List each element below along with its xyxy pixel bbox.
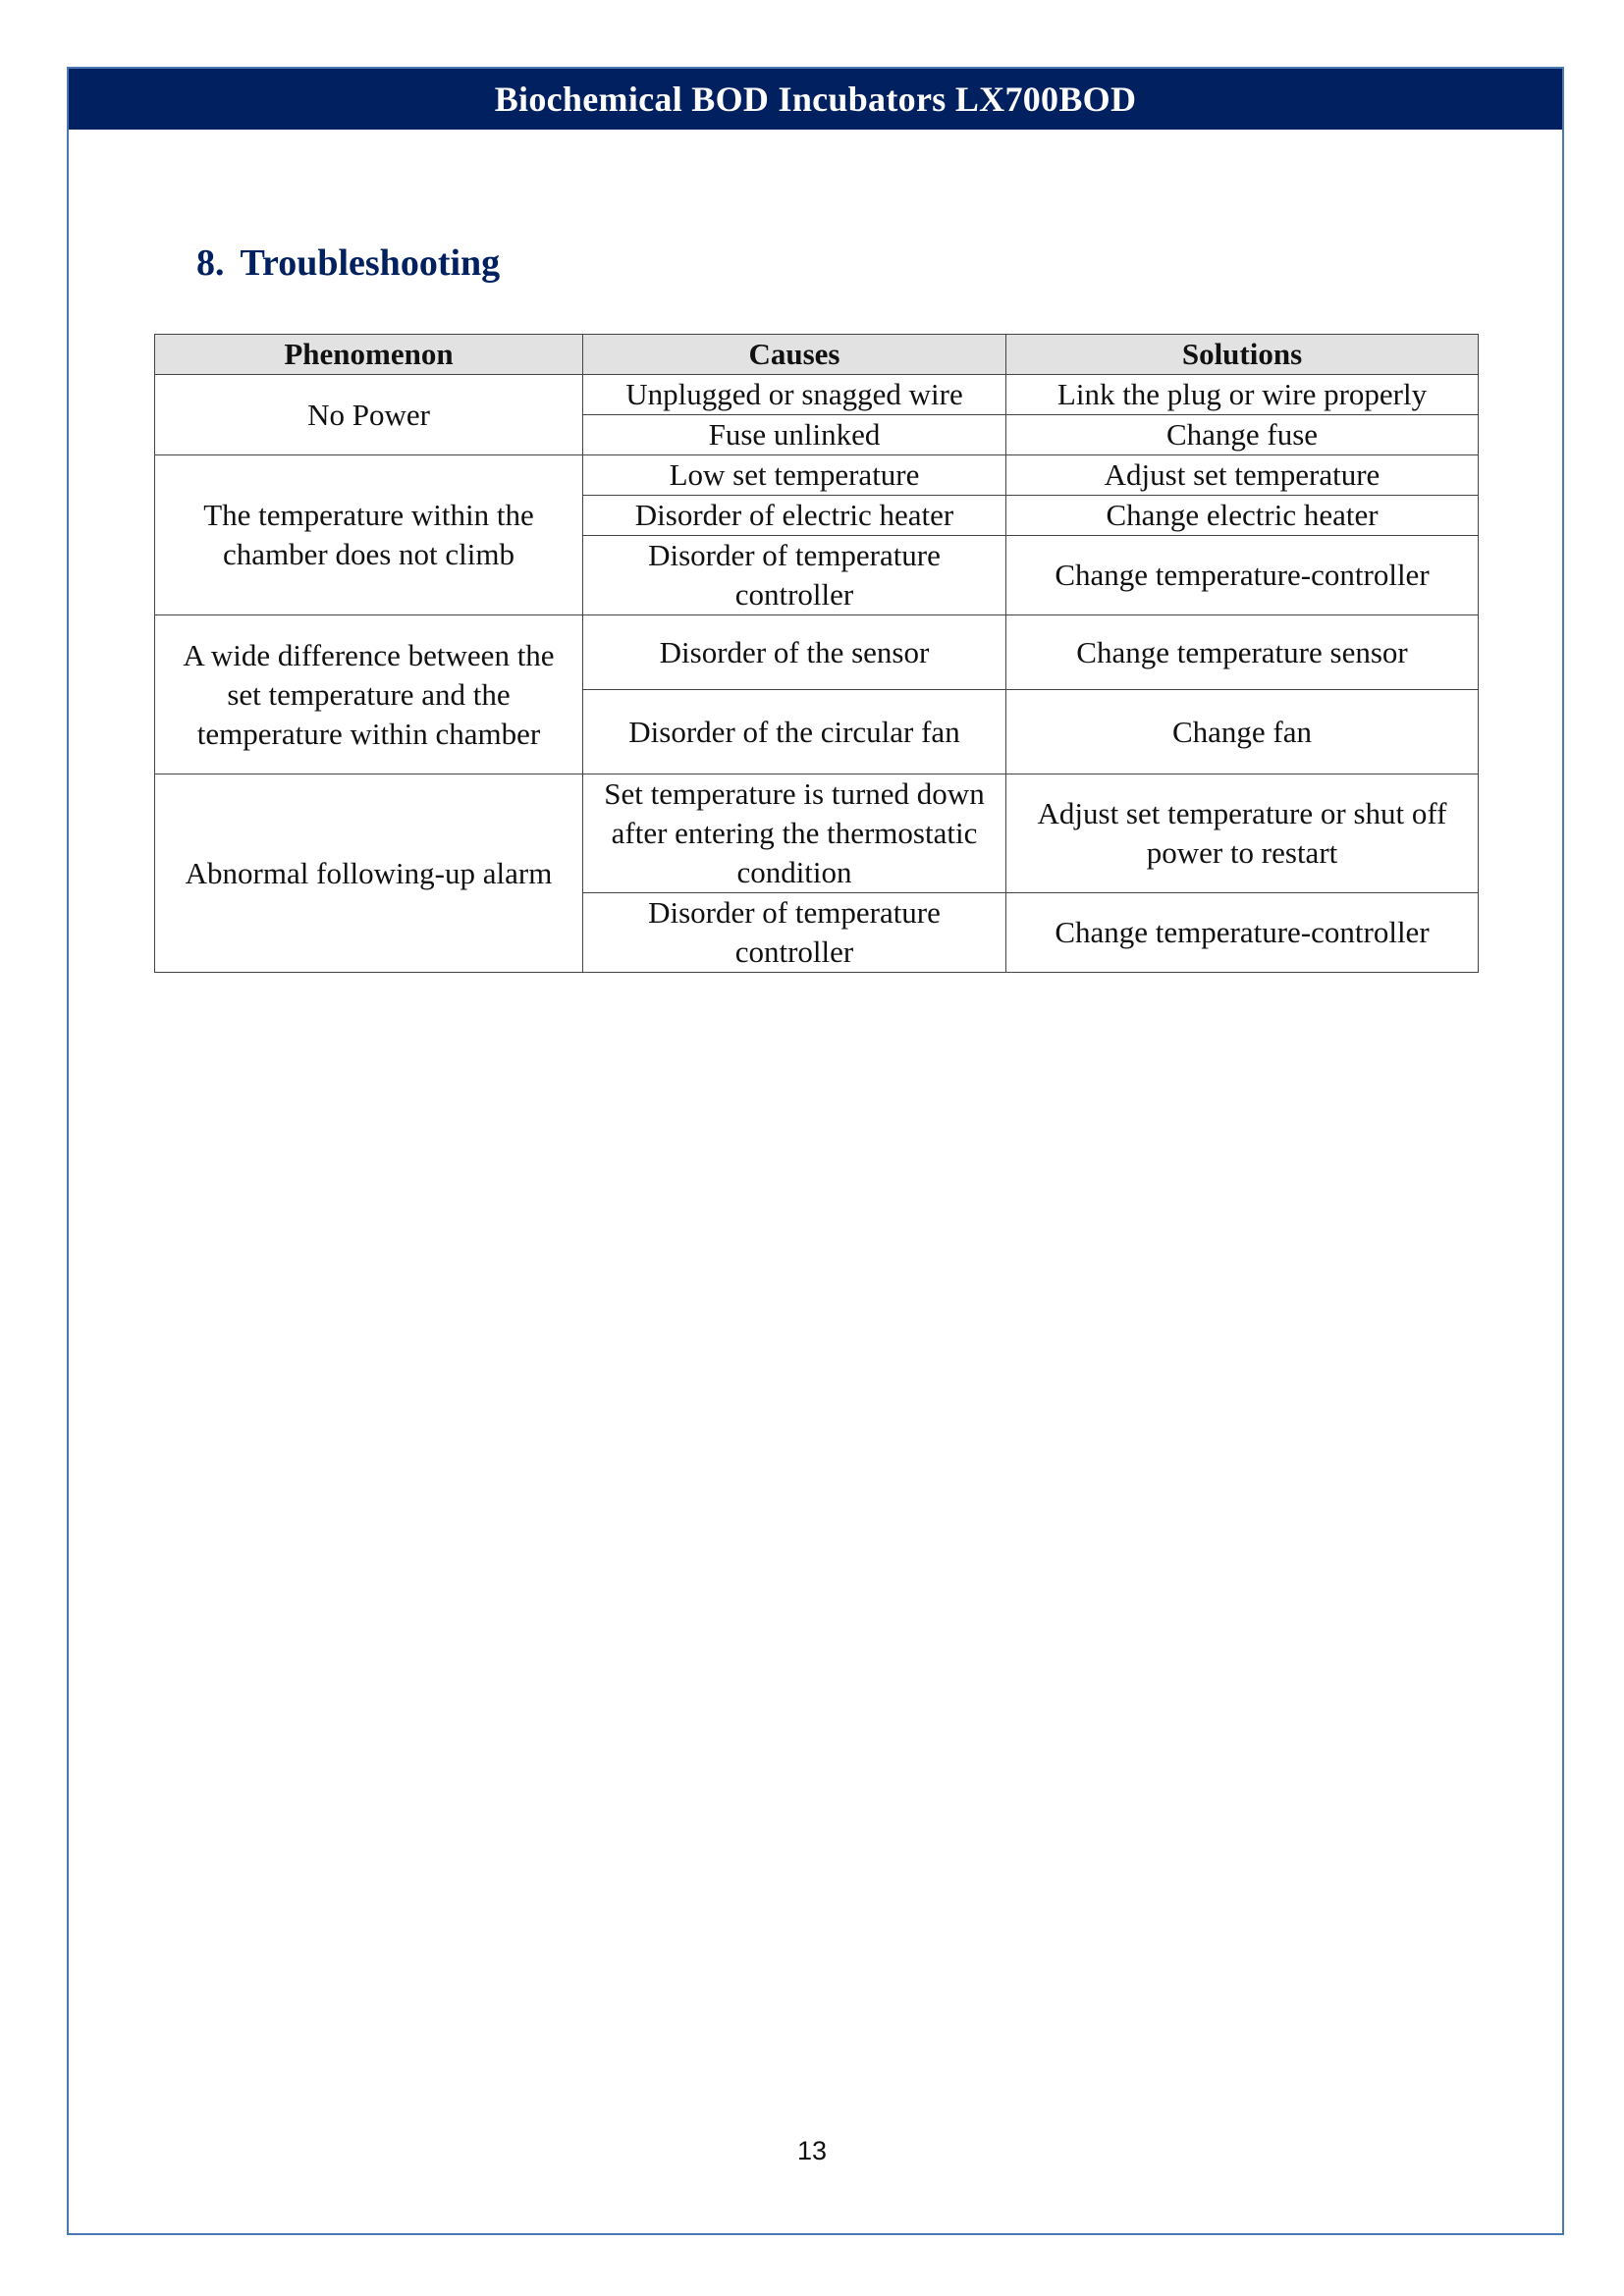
column-header-solutions: Solutions (1006, 335, 1479, 375)
column-header-causes: Causes (583, 335, 1006, 375)
section-heading (196, 241, 500, 285)
section-title: Troubleshooting (240, 242, 501, 284)
section-number: 8. (196, 242, 225, 284)
page-number: 13 (796, 2136, 828, 2165)
solution-cell: Change temperature sensor (1006, 615, 1479, 690)
cause-cell: Disorder of the sensor (583, 615, 1006, 690)
solution-cell: Change fan (1006, 690, 1479, 774)
phenomenon-cell: No Power (155, 375, 583, 455)
cause-cell: Disorder of the circular fan (583, 690, 1006, 774)
cause-cell: Unplugged or snagged wire (583, 375, 1006, 415)
table-row (155, 455, 1479, 496)
solution-cell: Change electric heater (1006, 496, 1479, 536)
cause-cell: Disorder of electric heater (583, 496, 1006, 536)
column-header-phenomenon: Phenomenon (155, 335, 583, 375)
phenomenon-cell: Abnormal following-up alarm (155, 774, 583, 973)
cause-cell: Fuse unlinked (583, 415, 1006, 455)
cause-cell: Disorder of temperature controller (583, 893, 1006, 973)
cause-cell: Set temperature is turned down after entering the thermostatic condition (583, 774, 1006, 893)
table-header-row (155, 335, 1479, 375)
phenomenon-cell: A wide difference between the set temperature and the temperature within chamber (155, 615, 583, 774)
table-row (155, 774, 1479, 893)
document-header (69, 69, 1562, 130)
cause-cell: Low set temperature (583, 455, 1006, 496)
table-row (155, 375, 1479, 415)
solution-cell: Change fuse (1006, 415, 1479, 455)
cause-cell: Disorder of temperature controller (583, 536, 1006, 615)
solution-cell: Change temperature-controller (1006, 536, 1479, 615)
solution-cell: Change temperature-controller (1006, 893, 1479, 973)
table-row (155, 615, 1479, 690)
troubleshooting-table (154, 334, 1479, 973)
document-title: Biochemical BOD Incubators LX700BOD (494, 80, 1137, 119)
solution-cell: Link the plug or wire properly (1006, 375, 1479, 415)
solution-cell: Adjust set temperature or shut off power to restart (1006, 774, 1479, 893)
solution-cell: Adjust set temperature (1006, 455, 1479, 496)
phenomenon-cell: The temperature within the chamber does not climb (155, 455, 583, 615)
